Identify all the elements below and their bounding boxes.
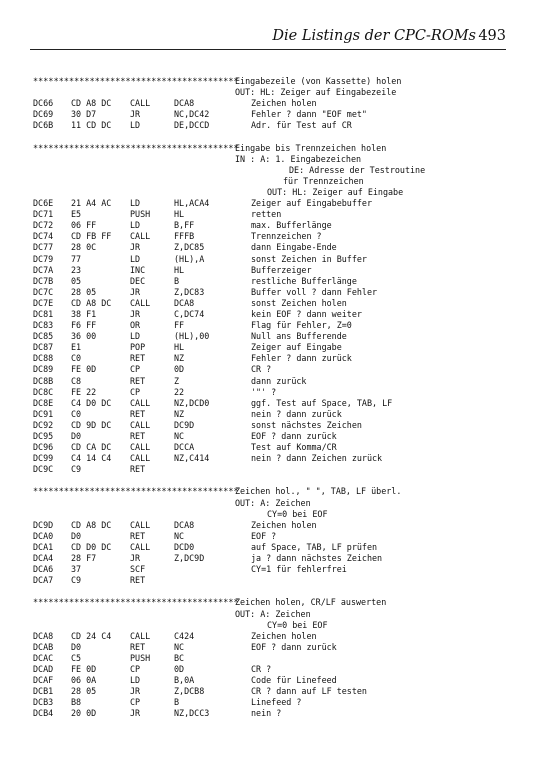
opcode-bytes: 21 A4 AC — [71, 198, 112, 209]
comment: CR ? dann auf LF testen — [251, 686, 367, 697]
comment: dann zurück — [251, 375, 307, 386]
comment: CR ? — [251, 364, 272, 375]
mnemonic: LD — [130, 198, 141, 209]
mnemonic: LD — [130, 331, 141, 342]
comment: Fehler ? dann zurück — [251, 353, 352, 364]
blank-row — [33, 586, 513, 597]
mnemonic: CALL — [130, 419, 151, 430]
opcode-bytes: 06 0A — [71, 675, 97, 686]
section-header-row — [33, 187, 513, 198]
address: DCA7 — [33, 575, 54, 586]
opcode-bytes: 37 — [71, 564, 82, 575]
code-line — [33, 209, 513, 220]
code-line — [33, 653, 513, 664]
address: DC87 — [33, 342, 54, 353]
comment: sonst Zeichen in Buffer — [251, 253, 367, 264]
routine-description: Eingabezeile (von Kassette) holen — [235, 76, 402, 86]
mnemonic: CP — [130, 663, 141, 674]
opcode-bytes: CD 24 C4 — [71, 630, 112, 641]
mnemonic: SCF — [130, 564, 146, 575]
routine-description: IN : A: 1. Eingabezeichen — [235, 153, 362, 164]
comment: Test auf Komma/CR — [251, 442, 337, 453]
mnemonic: RET — [130, 408, 146, 419]
section-header-row — [33, 76, 513, 87]
comment: dann Eingabe-Ende — [251, 242, 337, 253]
mnemonic: RET — [130, 575, 146, 586]
comment: '"' ? — [251, 386, 277, 397]
address: DC66 — [33, 98, 54, 109]
mnemonic: RET — [130, 641, 146, 652]
section-header-row — [33, 620, 513, 631]
comment: Buffer voll ? dann Fehler — [251, 286, 378, 297]
running-title: Die Listings der CPC-ROMs — [272, 28, 476, 44]
address: DCAB — [33, 641, 54, 652]
opcode-bytes: CD D0 DC — [71, 541, 112, 552]
code-line — [33, 109, 513, 120]
operand: B,FF — [174, 220, 195, 231]
operand: HL,ACA4 — [174, 198, 210, 209]
code-line — [33, 387, 513, 398]
address: DC7E — [33, 297, 54, 308]
code-line — [33, 664, 513, 675]
comment: CR ? — [251, 663, 272, 674]
section-header-row — [33, 609, 513, 620]
code-line — [33, 531, 513, 542]
comment: Bufferzeiger — [251, 264, 312, 275]
address: DC74 — [33, 231, 54, 242]
mnemonic: JR — [130, 553, 141, 564]
opcode-bytes: F6 FF — [71, 320, 97, 331]
opcode-bytes: 20 0D — [71, 708, 97, 719]
comment: kein EOF ? dann weiter — [251, 308, 362, 319]
separator-stars: **************************************** — [33, 76, 239, 86]
address: DC81 — [33, 308, 54, 319]
opcode-bytes: FE 0D — [71, 364, 97, 375]
operand: NZ,DCC3 — [174, 708, 210, 719]
code-line — [33, 287, 513, 298]
mnemonic: JR — [130, 708, 141, 719]
code-line — [33, 120, 513, 131]
code-line — [33, 520, 513, 531]
operand: (HL),A — [174, 253, 205, 264]
comment: Code für Linefeed — [251, 675, 337, 686]
section-header-row — [33, 509, 513, 520]
operand: C424 — [174, 630, 195, 641]
comment: Null ans Bufferende — [251, 331, 347, 342]
comment: ja ? dann nächstes Zeichen — [251, 553, 383, 564]
comment: Zeiger auf Eingabe — [251, 342, 342, 353]
mnemonic: CALL — [130, 297, 151, 308]
code-line — [33, 298, 513, 309]
mnemonic: PUSH — [130, 652, 151, 663]
code-line — [33, 686, 513, 697]
comment: nein ? dann Zeichen zurück — [251, 453, 383, 464]
comment: Zeichen holen — [251, 98, 317, 109]
code-line — [33, 198, 513, 209]
address: DC6E — [33, 198, 54, 209]
mnemonic: RET — [130, 464, 146, 475]
routine-description: Eingabe bis Trennzeichen holen — [235, 142, 387, 153]
section-header-row — [33, 498, 513, 509]
code-line — [33, 331, 513, 342]
operand: (HL),00 — [174, 331, 210, 342]
address: DC71 — [33, 209, 54, 220]
operand: NZ,C414 — [174, 453, 210, 464]
opcode-bytes: C8 — [71, 375, 82, 386]
mnemonic: INC — [130, 264, 146, 275]
operand: NC — [174, 431, 185, 441]
comment: EOF ? dann zurück — [251, 641, 337, 652]
separator-stars: **************************************** — [33, 597, 239, 608]
opcode-bytes: C5 — [71, 652, 82, 663]
mnemonic: JR — [130, 686, 141, 697]
code-line — [33, 453, 513, 464]
opcode-bytes: CD 9D DC — [71, 419, 112, 430]
address: DC9D — [33, 519, 54, 530]
code-line — [33, 542, 513, 553]
routine-description: für Trennzeichen — [283, 175, 364, 186]
operand: DC9D — [174, 419, 195, 430]
comment: Zeiger auf Eingabebuffer — [251, 198, 373, 209]
comment: EOF ? dann zurück — [251, 431, 337, 441]
opcode-bytes: CD FB FF — [71, 231, 112, 242]
mnemonic: CALL — [130, 98, 151, 109]
mnemonic: CALL — [130, 630, 151, 641]
mnemonic: CALL — [130, 231, 151, 242]
code-line — [33, 320, 513, 331]
operand: B,0A — [174, 675, 195, 686]
opcode-bytes: 28 0C — [71, 242, 97, 253]
operand: 0D — [174, 364, 185, 375]
mnemonic: LD — [130, 120, 141, 131]
operand: Z,DC85 — [174, 242, 205, 253]
mnemonic: LD — [130, 253, 141, 264]
opcode-bytes: 30 D7 — [71, 109, 97, 120]
code-line — [33, 276, 513, 287]
address: DC95 — [33, 431, 54, 441]
mnemonic: JR — [130, 286, 141, 297]
opcode-bytes: 77 — [71, 253, 82, 264]
address: DCA8 — [33, 630, 54, 641]
code-line — [33, 442, 513, 453]
address: DC8C — [33, 386, 54, 397]
mnemonic: JR — [130, 109, 141, 120]
opcode-bytes: D0 — [71, 530, 82, 541]
address: DC92 — [33, 419, 54, 430]
address: DCAD — [33, 663, 54, 674]
address: DC79 — [33, 253, 54, 264]
comment: Zeichen holen — [251, 630, 317, 641]
opcode-bytes: E1 — [71, 342, 82, 353]
operand: DCA8 — [174, 297, 195, 308]
address: DC77 — [33, 242, 54, 253]
routine-description: CY=0 bei EOF — [267, 619, 328, 630]
mnemonic: LD — [130, 675, 141, 686]
operand: B — [174, 275, 180, 286]
opcode-bytes: CD A8 DC — [71, 297, 112, 308]
operand: DCCA — [174, 442, 195, 453]
routine-description: Zeichen holen, CR/LF auswerten — [235, 597, 387, 608]
address: DCA0 — [33, 530, 54, 541]
address: DC8B — [33, 375, 54, 386]
opcode-bytes: C0 — [71, 408, 82, 419]
operand: B — [174, 697, 180, 708]
mnemonic: CP — [130, 697, 141, 708]
comment: Fehler ? dann "EOF met" — [251, 109, 367, 120]
routine-description: DE: Adresse der Testroutine — [289, 164, 426, 175]
separator-stars: **************************************** — [33, 142, 239, 153]
comment: sonst Zeichen holen — [251, 297, 347, 308]
section-header-row — [33, 176, 513, 187]
code-line — [33, 342, 513, 353]
address: DCA1 — [33, 541, 54, 552]
operand: BC — [174, 652, 185, 663]
code-line — [33, 431, 513, 442]
mnemonic: CALL — [130, 442, 151, 453]
operand: NC,DC42 — [174, 109, 210, 120]
section-header-row — [33, 597, 513, 608]
code-line — [33, 708, 513, 719]
code-line — [33, 254, 513, 265]
routine-description: CY=0 bei EOF — [267, 508, 328, 519]
code-line — [33, 398, 513, 409]
page-header — [0, 26, 536, 48]
routine-description: OUT: HL: Zeiger auf Eingabe — [267, 186, 404, 197]
mnemonic: CP — [130, 386, 141, 397]
address: DCA6 — [33, 564, 54, 575]
opcode-bytes: D0 — [71, 431, 82, 441]
opcode-bytes: 28 05 — [71, 286, 97, 297]
operand: NC — [174, 641, 185, 652]
code-line — [33, 231, 513, 242]
operand: Z,DC83 — [174, 286, 205, 297]
address: DC7C — [33, 286, 54, 297]
opcode-bytes: 28 05 — [71, 686, 97, 697]
opcode-bytes: C4 14 C4 — [71, 453, 112, 464]
section-header-row — [33, 87, 513, 98]
opcode-bytes: 38 F1 — [71, 308, 97, 319]
assembly-listing — [33, 76, 513, 719]
section-header-row — [33, 165, 513, 176]
comment: Adr. für Test auf CR — [251, 120, 352, 131]
operand: NZ — [174, 408, 185, 419]
mnemonic: RET — [130, 431, 146, 441]
operand: DCA8 — [174, 519, 195, 530]
mnemonic: CALL — [130, 519, 151, 530]
opcode-bytes: CD CA DC — [71, 442, 112, 453]
address: DC89 — [33, 364, 54, 375]
operand: NZ,DCD0 — [174, 397, 210, 408]
comment: Trennzeichen ? — [251, 231, 322, 242]
operand: Z,DC9D — [174, 553, 205, 564]
address: DC96 — [33, 442, 54, 453]
mnemonic: PUSH — [130, 209, 151, 220]
address: DC8E — [33, 397, 54, 408]
operand: FF — [174, 320, 185, 331]
address: DC9C — [33, 464, 54, 475]
address: DC83 — [33, 320, 54, 331]
operand: C,DC74 — [174, 308, 205, 319]
opcode-bytes: D0 — [71, 641, 82, 652]
blank-row — [33, 131, 513, 142]
opcode-bytes: E5 — [71, 209, 82, 220]
comment: nein ? — [251, 708, 282, 719]
mnemonic: CP — [130, 364, 141, 375]
code-line — [33, 420, 513, 431]
code-line — [33, 265, 513, 276]
mnemonic: RET — [130, 353, 146, 364]
opcode-bytes: C9 — [71, 575, 82, 586]
opcode-bytes: B8 — [71, 697, 82, 708]
operand: HL — [174, 264, 185, 275]
opcode-bytes: CD A8 DC — [71, 519, 112, 530]
code-line — [33, 242, 513, 253]
code-line — [33, 309, 513, 320]
comment: EOF ? — [251, 530, 277, 541]
routine-description: OUT: A: Zeichen — [235, 608, 311, 619]
routine-description: Zeichen hol., " ", TAB, LF überl. — [235, 486, 402, 497]
code-line — [33, 464, 513, 475]
comment: sonst nächstes Zeichen — [251, 419, 362, 430]
code-line — [33, 364, 513, 375]
section-header-row — [33, 486, 513, 497]
mnemonic: JR — [130, 308, 141, 319]
address: DC7A — [33, 264, 54, 275]
opcode-bytes: 11 CD DC — [71, 120, 112, 131]
address: DC72 — [33, 220, 54, 231]
address: DC91 — [33, 408, 54, 419]
header-rule — [30, 49, 506, 50]
comment: auf Space, TAB, LF prüfen — [251, 541, 378, 552]
comment: Zeichen holen — [251, 519, 317, 530]
page-number: 493 — [478, 28, 506, 44]
operand: HL — [174, 209, 185, 220]
blank-row — [33, 475, 513, 486]
comment: CY=1 für fehlerfrei — [251, 564, 347, 575]
address: DCAC — [33, 652, 54, 663]
address: DC88 — [33, 353, 54, 364]
separator-stars: **************************************** — [33, 486, 239, 497]
mnemonic: DEC — [130, 275, 146, 286]
mnemonic: JR — [130, 242, 141, 253]
operand: DE,DCCD — [174, 120, 210, 131]
address: DC69 — [33, 109, 54, 120]
code-line — [33, 675, 513, 686]
mnemonic: LD — [130, 220, 141, 231]
routine-description: OUT: HL: Zeiger auf Eingabezeile — [235, 87, 397, 98]
section-header-row — [33, 143, 513, 154]
operand: HL — [174, 342, 185, 353]
opcode-bytes: C0 — [71, 353, 82, 364]
opcode-bytes: 05 — [71, 275, 82, 286]
comment: Linefeed ? — [251, 697, 302, 708]
code-line — [33, 575, 513, 586]
opcode-bytes: 28 F7 — [71, 553, 97, 564]
operand: FFFB — [174, 231, 195, 242]
comment: max. Bufferlänge — [251, 220, 332, 231]
address: DC99 — [33, 453, 54, 464]
comment: restliche Bufferlänge — [251, 275, 357, 286]
code-line — [33, 697, 513, 708]
comment: Flag für Fehler, Z=0 — [251, 320, 352, 331]
code-line — [33, 220, 513, 231]
comment: ggf. Test auf Space, TAB, LF — [251, 397, 393, 408]
section-header-row — [33, 154, 513, 165]
operand: DCA8 — [174, 98, 195, 109]
code-line — [33, 376, 513, 387]
code-line — [33, 98, 513, 109]
code-line — [33, 564, 513, 575]
routine-description: OUT: A: Zeichen — [235, 497, 311, 508]
mnemonic: CALL — [130, 453, 151, 464]
address: DC6B — [33, 120, 54, 131]
operand: 22 — [174, 386, 185, 397]
opcode-bytes: C9 — [71, 464, 82, 475]
operand: NZ — [174, 353, 185, 364]
code-line — [33, 409, 513, 420]
operand: 0D — [174, 663, 185, 674]
opcode-bytes: FE 0D — [71, 663, 97, 674]
address: DC85 — [33, 331, 54, 342]
code-line — [33, 631, 513, 642]
operand: DCD0 — [174, 541, 195, 552]
opcode-bytes: FE 22 — [71, 386, 97, 397]
opcode-bytes: CD A8 DC — [71, 98, 112, 109]
address: DCB3 — [33, 697, 54, 708]
mnemonic: CALL — [130, 541, 151, 552]
address: DCA4 — [33, 553, 54, 564]
code-line — [33, 353, 513, 364]
opcode-bytes: 36 00 — [71, 331, 97, 342]
comment: retten — [251, 209, 282, 220]
operand: NC — [174, 530, 185, 541]
operand: Z — [174, 375, 180, 386]
code-line — [33, 642, 513, 653]
address: DCB4 — [33, 708, 54, 719]
code-line — [33, 553, 513, 564]
operand: Z,DCB8 — [174, 686, 205, 697]
address: DCB1 — [33, 686, 54, 697]
mnemonic: RET — [130, 375, 146, 386]
mnemonic: POP — [130, 342, 146, 353]
mnemonic: RET — [130, 530, 146, 541]
mnemonic: CALL — [130, 397, 151, 408]
opcode-bytes: C4 D0 DC — [71, 397, 112, 408]
mnemonic: OR — [130, 320, 141, 331]
address: DC7B — [33, 275, 54, 286]
opcode-bytes: 23 — [71, 264, 82, 275]
comment: nein ? dann zurück — [251, 408, 342, 419]
opcode-bytes: 06 FF — [71, 220, 97, 231]
address: DCAF — [33, 675, 54, 686]
